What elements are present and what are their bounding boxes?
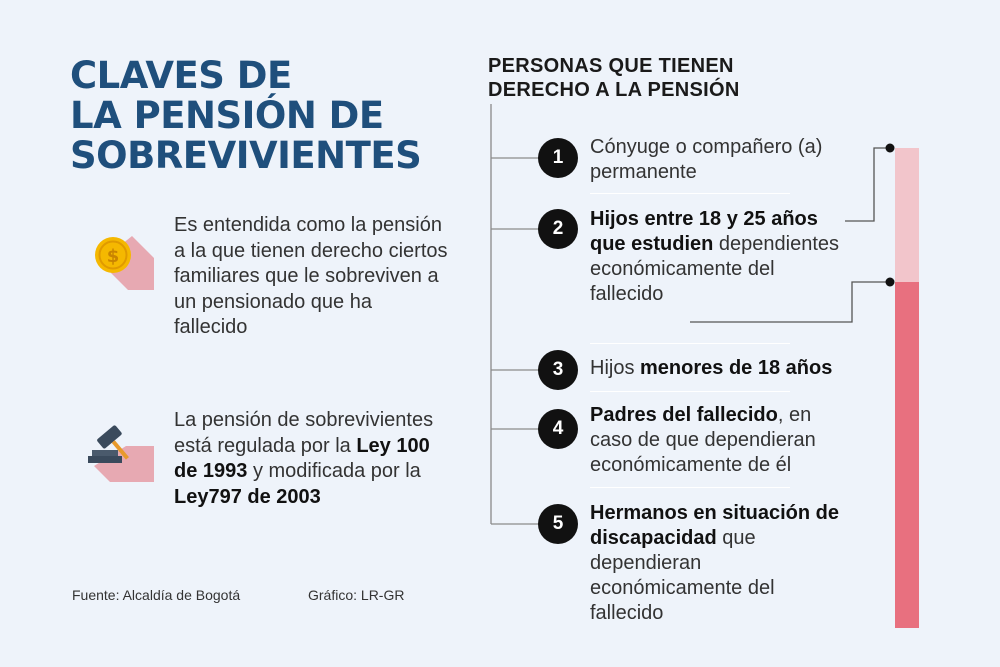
separator-3 — [590, 391, 790, 392]
item-text-3 — [590, 356, 860, 381]
separator-4 — [590, 487, 790, 488]
info-definition: Es entendida como la pensión a la que tienen derecho ciertos familiares que le sobreviven a un pensionado que ha fallecido — [174, 214, 448, 338]
item-4-bold: Padres del fallecido — [590, 404, 778, 426]
title-line-2: LA PENSIÓN DE — [70, 94, 384, 137]
coin-icon-box — [72, 214, 154, 294]
separator-1 — [590, 193, 790, 194]
separator-2 — [590, 343, 790, 344]
item-number-4: 4 — [538, 409, 578, 449]
info-law-bold-2: Ley797 de 2003 — [174, 485, 321, 508]
info-law — [174, 408, 449, 510]
item-number-1: 1 — [538, 138, 578, 178]
item-number-5: 5 — [538, 504, 578, 544]
title-line-3: SOBREVIVIENTES — [70, 134, 422, 177]
item-5-text: que dependieran económicamente del fallecido — [590, 527, 775, 624]
item-1-text: Cónyuge o compañero (a) permanente — [590, 136, 823, 183]
item-number-2: 2 — [538, 209, 578, 249]
list-title-line-2: DERECHO A LA PENSIÓN — [488, 79, 740, 101]
age-bar-dark — [895, 282, 919, 628]
item-text-2 — [590, 207, 840, 307]
connector-bottom-dot — [886, 278, 895, 287]
item-5-bold: Hermanos en situación de discapacidad — [590, 502, 839, 549]
list-title — [488, 54, 740, 102]
item-text-5 — [590, 501, 845, 626]
age-bar-light — [895, 148, 919, 282]
svg-text:$: $ — [106, 246, 120, 267]
list-title-line-1: PERSONAS QUE TIENEN — [488, 55, 734, 77]
credit-text: Gráfico: LR-GR — [308, 587, 405, 603]
item-text-4 — [590, 403, 855, 478]
info-law-text-2: y modificada por la — [247, 460, 421, 482]
item-number-3: 3 — [538, 350, 578, 390]
page-title — [70, 56, 450, 176]
item-3-text: Hijos — [590, 357, 641, 379]
title-line-1: CLAVES DE — [70, 54, 292, 97]
source-text: Fuente: Alcaldía de Bogotá — [72, 587, 241, 603]
info-law-text-1: La pensión de sobrevivientes está regulada por la — [174, 409, 434, 457]
item-2-bold: Hijos entre 18 y 25 años que estudien — [590, 208, 818, 255]
gavel-icon — [88, 425, 154, 482]
item-4-text: , en caso de que dependieran económicamente de él — [590, 404, 816, 476]
item-text-1 — [590, 135, 852, 185]
connector-top-dot — [886, 144, 895, 153]
item-3-bold: menores de 18 años — [640, 357, 833, 379]
item-2-text: dependientes económicamente del fallecido — [590, 233, 840, 305]
info-law-bold-1: Ley 100 de 1993 — [174, 434, 430, 482]
